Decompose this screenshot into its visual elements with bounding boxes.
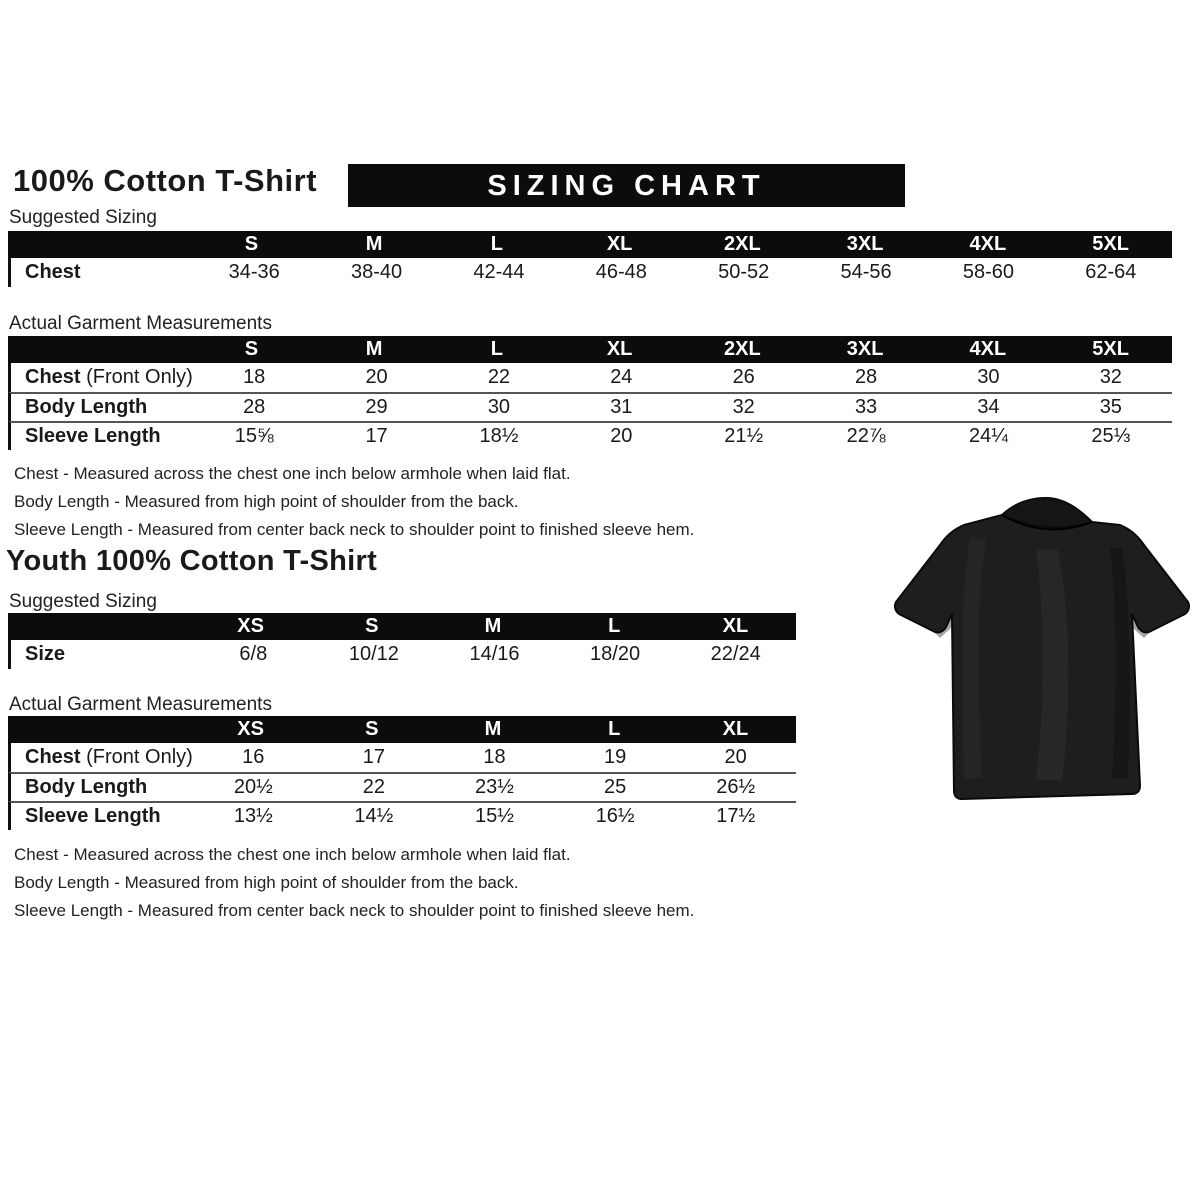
row-label: Size: [25, 643, 66, 665]
measurement-cell: 23½: [475, 776, 514, 798]
measurement-cell: 32: [1099, 366, 1122, 388]
table-row: [8, 801, 796, 830]
measurement-cell: 6/8: [239, 643, 268, 665]
size-column-header: L: [490, 338, 503, 360]
row-label: Sleeve Length: [25, 805, 161, 827]
table-header-row: [8, 613, 796, 640]
measurement-cell: 22/24: [710, 643, 761, 665]
measurement-cell: 33: [854, 396, 878, 418]
black-tshirt-image: [886, 478, 1196, 818]
size-column-header: 4XL: [969, 233, 1007, 255]
size-column-header: M: [365, 338, 383, 360]
measurement-cell: 32: [732, 396, 755, 418]
size-column-header: 3XL: [846, 233, 884, 255]
measurement-cell: 30: [977, 366, 1000, 388]
measurement-cell: 18/20: [590, 643, 641, 665]
row-label: Body Length: [25, 396, 148, 418]
measurement-cell: 20½: [233, 776, 273, 798]
size-column-header: XS: [237, 718, 264, 740]
measurement-cell: 24: [610, 366, 633, 388]
size-column-header: S: [244, 233, 259, 255]
measurement-cell: 18: [483, 746, 506, 768]
adult-suggested-sizing-label: Suggested Sizing: [9, 207, 157, 228]
measurement-cell: 38-40: [350, 261, 403, 283]
measurement-cell: 17: [362, 746, 386, 768]
measurement-cell: 20: [724, 746, 747, 768]
row-label: Body Length: [25, 776, 148, 798]
size-column-header: S: [365, 718, 379, 740]
youth-measurement-notes: [14, 841, 694, 925]
measurement-cell: 19: [603, 746, 627, 768]
size-column-header: L: [490, 233, 503, 255]
note-line: Sleeve Length - Measured from center back neck to shoulder point to finished sleeve hem.: [14, 520, 695, 539]
measurement-cell: 15⅝: [234, 425, 274, 447]
measurement-cell: 14½: [354, 805, 394, 827]
size-column-header: XL: [606, 338, 633, 360]
size-column-header: S: [365, 615, 379, 637]
measurement-cell: 42-44: [473, 261, 525, 283]
measurement-cell: 58-60: [962, 261, 1015, 283]
size-column-header: 5XL: [1092, 233, 1129, 255]
measurement-cell: 50-52: [718, 261, 770, 283]
sizing-chart-banner: SIZING CHART: [348, 164, 905, 207]
measurement-cell: 34-36: [228, 261, 280, 283]
table-row: [8, 258, 1172, 287]
table-row: [8, 743, 796, 772]
adult-actual-measurements-label: Actual Garment Measurements: [9, 313, 272, 334]
table-header-row: [8, 336, 1172, 363]
measurement-cell: 22: [487, 366, 511, 388]
youth-actual-measurements-label: Actual Garment Measurements: [9, 694, 272, 715]
measurement-cell: 25: [603, 776, 627, 798]
size-column-header: XL: [722, 718, 749, 740]
measurement-cell: 35: [1099, 396, 1122, 418]
measurement-cell: 18½: [479, 425, 519, 447]
note-line: Sleeve Length - Measured from center back neck to shoulder point to finished sleeve hem.: [14, 901, 695, 920]
size-column-header: L: [608, 718, 621, 740]
table-row: [8, 421, 1172, 450]
measurement-cell: 21½: [724, 425, 764, 447]
youth-suggested-sizing-label: Suggested Sizing: [9, 591, 157, 612]
adult-measurement-notes: [14, 460, 694, 544]
row-label: Chest (Front Only): [25, 746, 193, 768]
size-column-header: 5XL: [1092, 338, 1129, 360]
size-column-header: M: [484, 615, 502, 637]
measurement-cell: 31: [610, 396, 633, 418]
youth-section-title: Youth 100% Cotton T-Shirt: [6, 545, 378, 577]
table-header-row: [8, 231, 1172, 258]
size-column-header: L: [608, 615, 621, 637]
measurement-cell: 62-64: [1085, 261, 1137, 283]
size-column-header: 2XL: [724, 338, 761, 360]
table-row: [8, 640, 796, 669]
measurement-cell: 18: [243, 366, 266, 388]
note-line: Chest - Measured across the chest one inch below armhole when laid flat.: [14, 845, 571, 864]
row-label: Chest (Front Only): [25, 366, 193, 388]
measurement-cell: 46-48: [595, 261, 647, 283]
measurement-cell: 28: [243, 396, 266, 418]
measurement-cell: 20: [365, 366, 388, 388]
measurement-cell: 26½: [716, 776, 756, 798]
measurement-cell: 29: [365, 396, 388, 418]
measurement-cell: 26: [732, 366, 755, 388]
youth-actual-measurements-table: [8, 716, 796, 830]
measurement-cell: 10/12: [348, 643, 399, 665]
note-line: Body Length - Measured from high point of shoulder from the back.: [14, 492, 519, 511]
size-column-header: 3XL: [846, 338, 884, 360]
table-row: [8, 772, 796, 801]
measurement-cell: 28: [854, 366, 878, 388]
youth-suggested-sizing-table: [8, 613, 796, 669]
measurement-cell: 54-56: [840, 261, 892, 283]
measurement-cell: 24¼: [968, 425, 1008, 447]
measurement-cell: 22: [362, 776, 386, 798]
size-column-header: XS: [237, 615, 264, 637]
table-header-row: [8, 716, 796, 743]
measurement-cell: 22⅞: [846, 425, 886, 447]
note-line: Chest - Measured across the chest one inch below armhole when laid flat.: [14, 464, 571, 483]
size-column-header: M: [484, 718, 502, 740]
row-label: Chest: [25, 261, 81, 283]
note-line: Body Length - Measured from high point of shoulder from the back.: [14, 873, 519, 892]
measurement-cell: 16: [242, 746, 265, 768]
size-column-header: XL: [722, 615, 749, 637]
table-row: [8, 392, 1172, 421]
measurement-cell: 30: [487, 396, 511, 418]
measurement-cell: 20: [610, 425, 633, 447]
measurement-cell: 13½: [233, 805, 273, 827]
size-column-header: M: [365, 233, 383, 255]
measurement-cell: 16½: [595, 805, 635, 827]
measurement-cell: 17: [365, 425, 388, 447]
measurement-cell: 25⅓: [1091, 425, 1131, 447]
size-column-header: S: [244, 338, 259, 360]
size-column-header: 4XL: [969, 338, 1007, 360]
adult-suggested-sizing-table: [8, 231, 1172, 287]
tshirt-illustration: [886, 478, 1196, 818]
row-label: Sleeve Length: [25, 425, 161, 447]
size-column-header: XL: [606, 233, 633, 255]
adult-actual-measurements-table: [8, 336, 1172, 450]
page-title: 100% Cotton T-Shirt: [13, 163, 318, 198]
measurement-cell: 14/16: [469, 643, 520, 665]
measurement-cell: 15½: [475, 805, 514, 827]
measurement-cell: 34: [977, 396, 1000, 418]
table-row: [8, 363, 1172, 392]
size-column-header: 2XL: [724, 233, 761, 255]
measurement-cell: 17½: [716, 805, 756, 827]
